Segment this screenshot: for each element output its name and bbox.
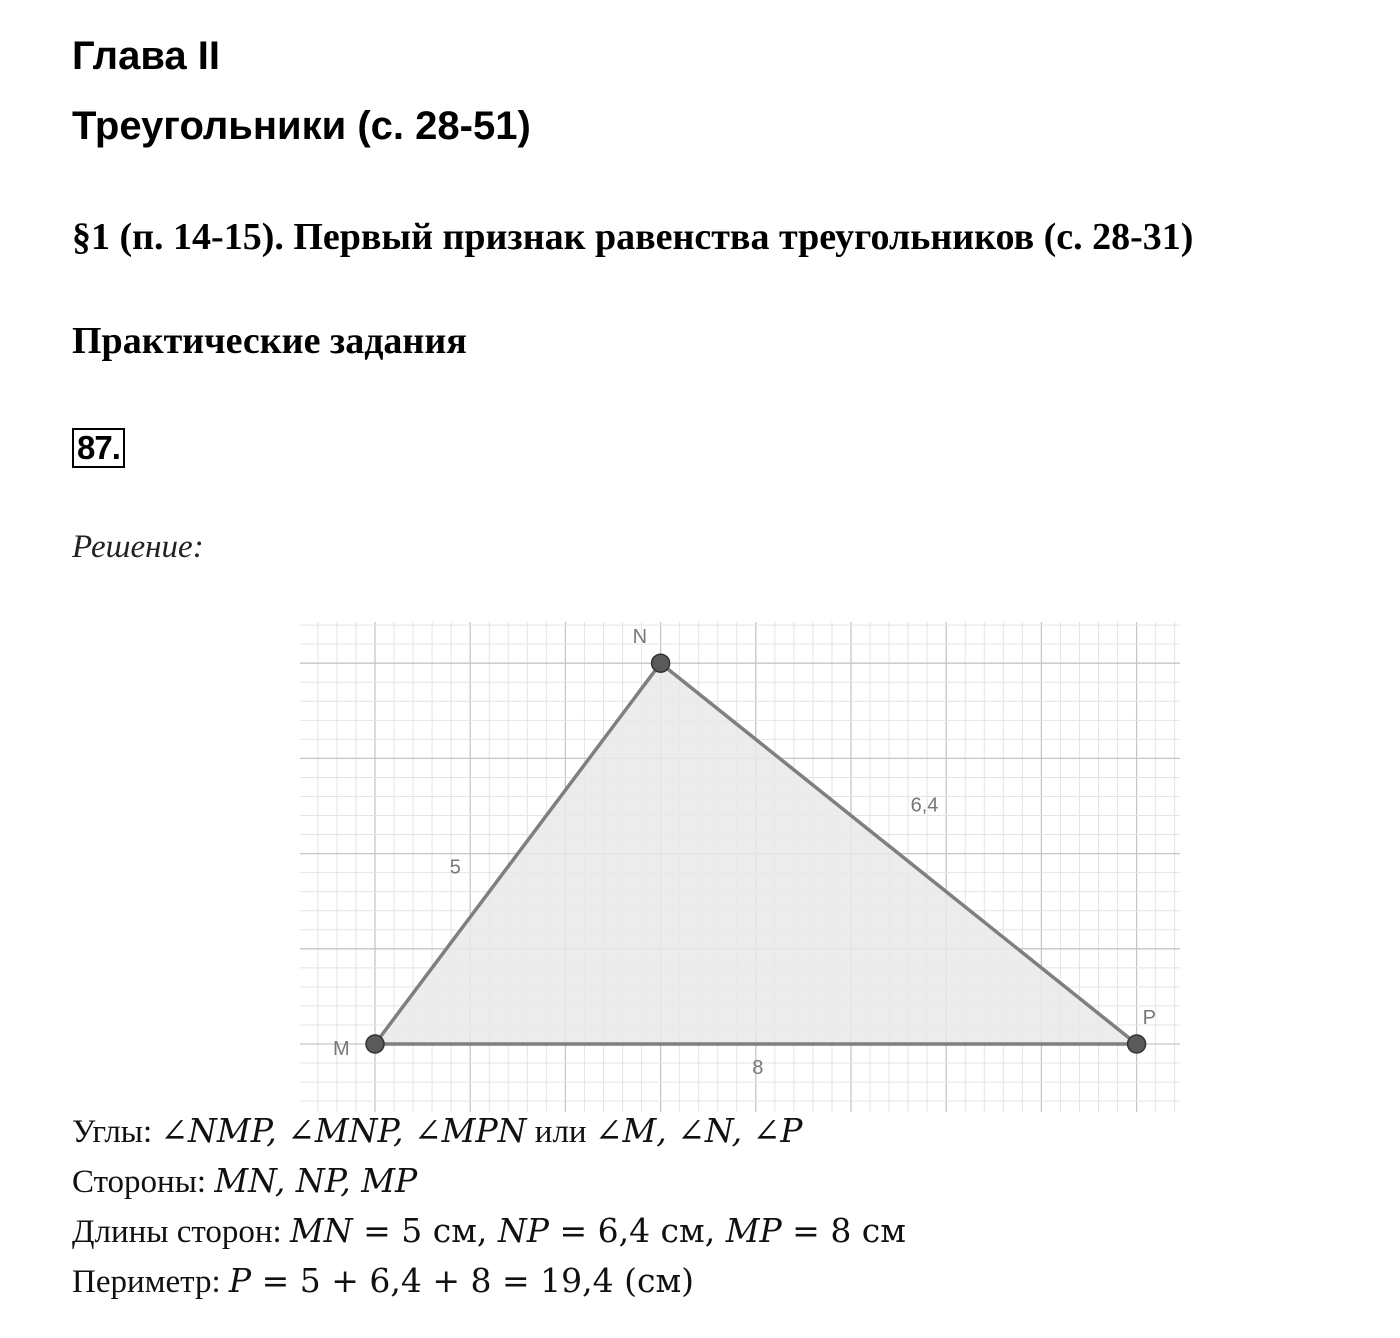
- side-mn-length: 5: [449, 856, 461, 879]
- vertex-n-point: [652, 654, 670, 672]
- sides-line: [72, 1160, 417, 1203]
- vertex-p-label: P: [1142, 1007, 1156, 1029]
- angles-line: [72, 1110, 803, 1153]
- perimeter-name: P: [228, 1261, 252, 1300]
- task-number: 87.: [72, 428, 125, 468]
- np-name: NP: [497, 1211, 549, 1250]
- section-title: §1 (п. 14-15). Первый признак равенства треугольников (с. 28-31): [72, 216, 1194, 258]
- mn-name: MN: [289, 1211, 353, 1250]
- chapter-title: Треугольники (с. 28-51): [72, 104, 531, 148]
- angles-short: ∠M, ∠N, ∠P: [594, 1111, 803, 1150]
- sides-value: MN, NP, MP: [214, 1161, 418, 1200]
- sides-label: Стороны:: [72, 1164, 215, 1200]
- vertex-m-point: [366, 1035, 384, 1053]
- perimeter-line: [72, 1260, 694, 1303]
- mn-value: = 5 см,: [352, 1211, 498, 1250]
- triangle-figure: [300, 622, 1180, 1112]
- angles-label: Углы:: [72, 1114, 161, 1150]
- side-mp-length: 8: [752, 1057, 764, 1079]
- vertex-n-label: N: [632, 626, 648, 649]
- mp-name: MP: [725, 1211, 782, 1250]
- perimeter-label: Периметр:: [72, 1264, 229, 1300]
- lengths-label: Длины сторон:: [72, 1214, 290, 1250]
- practice-heading: Практические задания: [72, 320, 467, 362]
- perimeter-value: = 5 + 6,4 + 8 = 19,4 (см): [251, 1261, 694, 1300]
- lengths-line: [72, 1210, 906, 1253]
- solution-label: Решение:: [72, 529, 204, 565]
- angles-value: ∠NMP, ∠MNP, ∠MPN: [160, 1111, 527, 1150]
- mp-value: = 8 см: [781, 1211, 906, 1250]
- np-value: = 6,4 см,: [548, 1211, 726, 1250]
- angles-connector: или: [526, 1114, 595, 1150]
- chapter-heading: Глава II: [72, 34, 220, 78]
- side-np-length: 6,4: [910, 794, 939, 817]
- vertex-p-point: [1128, 1035, 1146, 1053]
- vertex-m-label: M: [333, 1038, 350, 1060]
